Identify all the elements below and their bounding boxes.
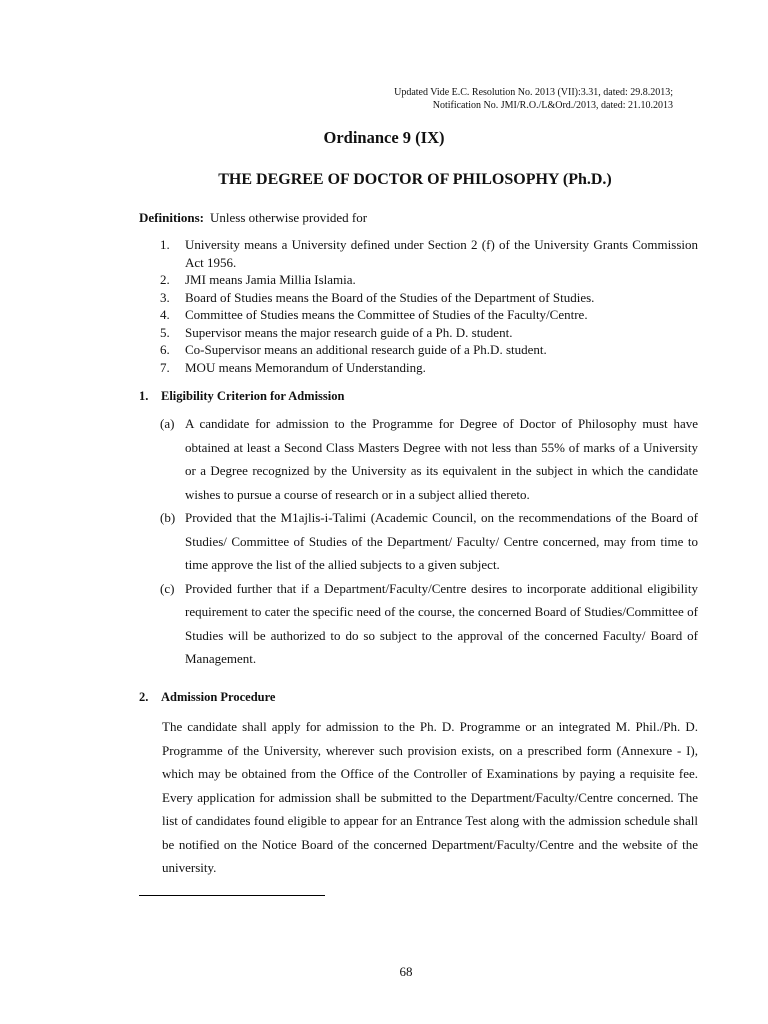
update-line-1: Updated Vide E.C. Resolution No. 2013 (VII):3.31, dated: 29.8.2013; <box>394 87 673 98</box>
list-item-number: 4. <box>160 307 170 322</box>
admission-procedure-paragraph: The candidate shall apply for admission to the Ph. D. Programme or an integrated M. Phil./Ph. D. Programme of the University, wherever such provision exists, on a prescribed form (Annexure - I), which may be obtained from the Office of the Controller of Examinations by paying a requisite fee. Every application for admission shall be submitted to the Department/Faculty/Centre concerned. The list of candidates found eligible to appear for an Entrance Test along with the admission schedule shall be notified on the Notice Board of the concerned Department/Faculty/Centre and the website of the university. <box>162 719 698 875</box>
list-item-number: 3. <box>160 289 170 305</box>
definitions-intro: Unless otherwise provided for <box>210 210 368 225</box>
list-item-text: Provided that the M1ajlis-i-Talimi (Academic Council, on the recommendations of the Board of Studies/ Committee of Studies of the Department/ Faculty/ Centre concerned, may from time to time approve the list of the allied subjects to a given subject. <box>185 510 698 572</box>
list-item-number: 6. <box>160 342 170 357</box>
list-item <box>160 236 698 271</box>
list-item <box>160 412 698 506</box>
list-item-text: MOU means Memorandum of Understanding. <box>185 359 426 375</box>
list-item-text: A candidate for admission to the Programme for Degree of Doctor of Philosophy must have obtained at least a Second Class Masters Degree with not less than 55% of marks of a University or a Degree recognized by the University as its equivalent in the subject in which the candidate wishes to pursue a course of research or in a subject allied thereto. <box>185 416 698 502</box>
section-title: Eligibility Criterion for Admission <box>161 389 345 403</box>
list-item-text: Board of Studies means the Board of the Studies of the Department of Studies. <box>185 289 595 305</box>
list-item-text: University means a University defined under Section 2 (f) of the University Grants Commission Act 1956. <box>185 237 698 270</box>
list-item <box>160 341 698 359</box>
ordinance-title: Ordinance 9 (IX) <box>323 128 445 147</box>
section-number: 1. <box>139 389 149 403</box>
list-item-label: (b) <box>160 510 176 525</box>
list-item-number: 5. <box>160 324 170 340</box>
eligibility-list <box>160 412 698 671</box>
section-2-heading <box>139 690 275 705</box>
list-item-label: (a) <box>160 416 175 431</box>
list-item <box>160 577 698 671</box>
list-item-text: Supervisor means the major research guide of a Ph. D. student. <box>185 324 513 340</box>
list-item-number: 7. <box>160 359 170 375</box>
list-item <box>160 306 698 324</box>
list-item-label: (c) <box>160 580 175 596</box>
list-item <box>160 324 698 342</box>
list-item-number: 1. <box>160 237 170 252</box>
footnote-separator <box>139 895 325 896</box>
list-item-text: Committee of Studies means the Committee of Studies of the Faculty/Centre. <box>185 307 588 322</box>
list-item <box>160 506 698 577</box>
list-item-number: 2. <box>160 272 170 287</box>
section-title: Admission Procedure <box>161 690 276 704</box>
update-line-2: Notification No. JMI/R.O./L&Ord./2013, dated: 21.10.2013 <box>432 100 673 111</box>
definitions-heading <box>139 210 367 226</box>
section-number: 2. <box>139 690 149 704</box>
list-item-text: Co-Supervisor means an additional research guide of a Ph.D. student. <box>185 342 547 357</box>
update-note <box>394 86 673 112</box>
section-1-heading <box>139 389 344 404</box>
page-number: 68 <box>399 964 413 979</box>
list-item-text: JMI means Jamia Millia Islamia. <box>185 272 356 287</box>
list-item <box>160 359 698 377</box>
list-item-text: Provided further that if a Department/Faculty/Centre desires to incorporate additional eligibility requirement to cater the specific need of the course, the concerned Board of Studies/Committee of Studies will be authorized to do so subject to the approval of the concerned Faculty/ Board of Management. <box>185 580 698 666</box>
definitions-list <box>160 236 698 376</box>
list-item <box>160 289 698 307</box>
list-item <box>160 271 698 289</box>
page-title: THE DEGREE OF DOCTOR OF PHILOSOPHY (Ph.D.) <box>218 171 612 188</box>
definitions-label: Definitions: <box>139 210 204 225</box>
